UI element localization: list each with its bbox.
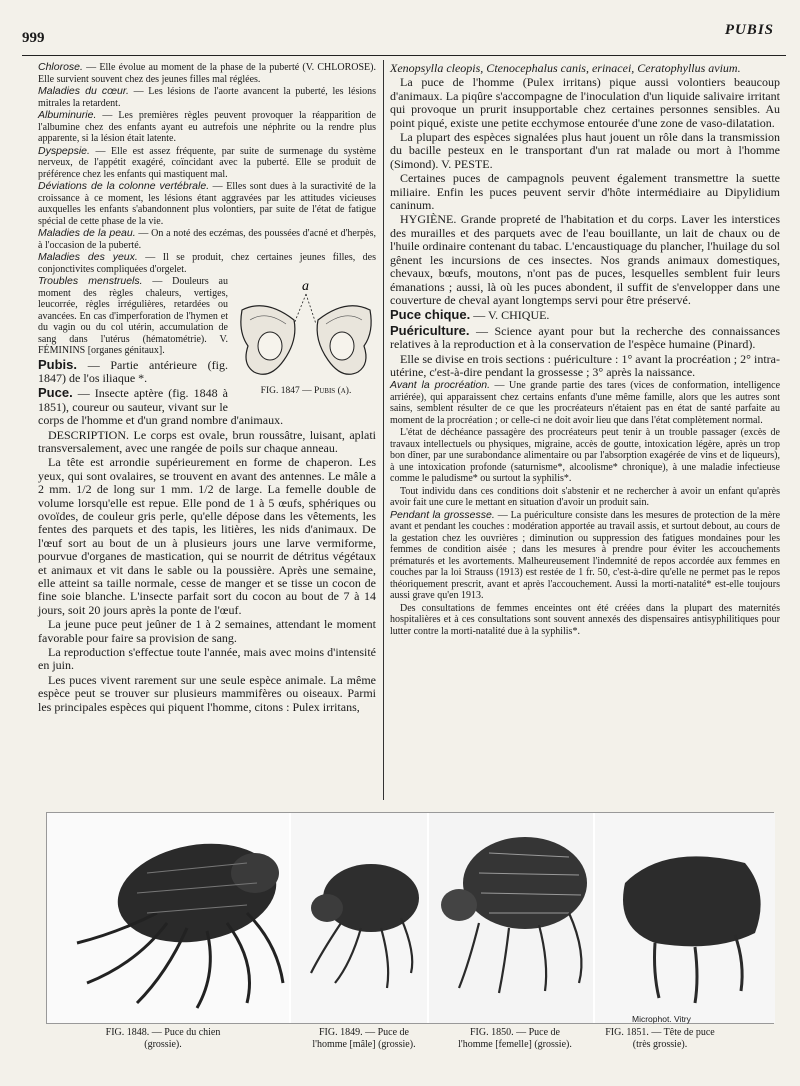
procreation-tout: Tout individu dans ces conditions doit s'abstenir et ne rechercher à avoir un enfant qu'après avoir fait une cure le mettant en situation d'avoir un produit sain. [390, 485, 780, 509]
puce-hygiene: HYGIÈNE. Grande propreté de l'habitation et du corps. Laver les interstices des murailles et des parquets avec de l'eau bouillante, un lait de chaux ou de l'huile ordinaire contenant du tabac. L'encaustiquage du plancher, l'huilage du sol gênent les incursions de ces insectes. Nos grands animaux domestiques, chevaux, bœufs, moutons, n'ont pas de puces, lesquelles semblent fuir leurs émanations ; aussi, là où les puces abondent, il suffit de s'envelopper dans une couverture de cheval ayant longtemps servi pour être préservé. [390, 212, 780, 307]
entry-dyspepsie: Dyspepsie. — Elle est assez fréquente, par suite de surmenage du système nerveux, de l'appétit exagéré, coïncidant avec la puberté. Elle se produit de préférence chez les enfants qui mastiquent mal. [38, 144, 376, 180]
entry-yeux: Maladies des yeux. — Il se produit, chez certaines jeunes filles, des conjonctivites compliquées d'orgelet. [38, 251, 376, 275]
header-rule [22, 55, 786, 56]
flea-head-image [595, 813, 775, 1023]
puce-jeune: La jeune puce peut jeûner de 1 à 2 semaines, attendant le moment favorable pour faire sa provision de sang. [38, 617, 376, 645]
procreation-etat: L'état de déchéance passagère des procréateurs peut tenir à un trouble passager (excès de travaux intellectuels ou physiques, migraine, accès de goutte, intoxication légère, après un trop bon dîner, par une surabondance alimentaire ou par l'absorption exagérée de vins et de liqueurs), à une intoxication profonde (saturnisme*, alcoolisme* chronique), à une maladie infectieuse comme le paludisme* ou surtout la syphilis*. [390, 427, 780, 485]
puce-homme: La puce de l'homme (Pulex irritans) pique aussi volontiers beaucoup d'animaux. La piqûre s'accompagne de l'inoculation d'un liquide salivaire irritant qui provoque un prurit insupportable chez certaines personnes sensibles. Au point piqué, existe une petite ecchymose entourée d'une zone de vaso-dilatation. [390, 75, 780, 130]
caption-fig-1849: FIG. 1849. — Puce de l'homme [mâle] (grossie). [312, 1027, 416, 1050]
running-head: PUBIS [724, 22, 774, 38]
entry-puce-chique: Puce chique. — V. CHIQUE. [390, 307, 550, 323]
entry-peau: Maladies de la peau. — On a noté des eczémas, des poussées d'acné et d'herpès, à l'occasion de la puberté. [38, 227, 377, 251]
entry-puce: Puce. — Insecte aptère (fig. 1848 à 1851), coureur ou sauteur, vivant sur le corps de l'homme et d'un grand nombre d'animaux. [38, 385, 284, 428]
entry-pendant-grossesse: Pendant la grossesse. — La puériculture consiste dans les mesures de protection de la mère avant et pendant les couches : modération apportée au travail assis, et surtout debout, au cours de la gestation chez les ouvrières ; diminution ou suppression des fatigues mondaines pour les femmes de condition aisée ; dans les mesures à prendre pour éviter les accouchements prématurés et les avortements. Malheureusement l'indemnité de repos accordée aux femmes en couches par la loi Strauss (1913) est restée de 1 fr. 50, c'est-à-dire qu'elle ne permet pas le repos théoriquement prescrit, avant et après l'accouchement. Aussi la morti-natalité* est-elle toujours aussi grave qu'en 1913. [390, 508, 781, 602]
photo-fig-1849 [291, 813, 427, 1023]
puce-plupart: La plupart des espèces signalées plus haut jouent un rôle dans la transmission du bacille pesteux en le transportant d'un rat malade ou mort à l'homme (Simond). V. PESTE. [390, 130, 780, 171]
page-number: 999 [22, 30, 45, 46]
page-header [22, 22, 782, 52]
figure-1847-caption: FIG. 1847 — Pubis (a). [260, 386, 352, 396]
column-rule [383, 60, 384, 800]
left-column [38, 62, 376, 715]
figure-letter: a [302, 280, 309, 294]
photo-credit: Microphot. Vitry [632, 1014, 691, 1024]
entry-pubis: Pubis. — Partie antérieure (fig. 1847) de l'os iliaque *. [38, 356, 228, 385]
flea-photographs [46, 812, 774, 1024]
female-flea-image [429, 813, 593, 1023]
caption-fig-1851: FIG. 1851. — Tête de puce (très grossie). [605, 1027, 715, 1050]
puce-especes: Les puces vivent rarement sur une seule espèce animale. La même espèce peut se trouver sur plusieurs mammifères ou oiseaux. Parmi les principales espèces qui piquent l'homme, citons : Pulex irritans, [38, 672, 376, 714]
caption-fig-1848: FIG. 1848. — Puce du chien (grossie). [105, 1027, 221, 1050]
entry-albuminurie: Albuminurie. — Les premières règles peuvent provoquer la réapparition de l'albumine chez des enfants ayant eu autrefois une néphrite ou la rendre plus apparente, si la lésion était latente. [38, 109, 376, 144]
dog-flea-image [47, 813, 289, 1023]
figure-1847 [236, 280, 376, 400]
entry-deviations: Déviations de la colonne vertébrale. — Elles sont dues à la suractivité de la croissance à ce moment, les lésions étant aggravées par les attitudes vicieuses auxquelles les enfants s'abandonnent plus volontiers, par suite de l'état de fatigue spécial de cette phase de la vie. [38, 180, 376, 227]
entry-puericulture: Puériculture. — Science ayant pour but la recherche des connaissances relatives à la reproduction et à la conservation de l'espèce humaine (Pinard). [390, 322, 780, 352]
caption-fig-1850: FIG. 1850. — Puce de l'homme [femelle] (grossie). [458, 1027, 572, 1050]
puce-certaines: Certaines puces de campagnols peuvent également transmettre la suette miliaire. Enfin les puces peuvent servir d'hôte intermédiaire au Dipylidium caninum. [390, 171, 780, 213]
grossesse-consultations: Des consultations de femmes enceintes ont été créées dans la plupart des maternités hospitalières et à ces consultations sont souvent annexés des dispensaires antisyphilitiques pour lutter contre la morti-natalité due à la syphilis*. [390, 602, 780, 637]
entry-chlorose: Chlorose. — Elle évolue au moment de la phase de la puberté (V. CHLOROSE). Elle survient souvent chez des jeunes filles mal réglées. [38, 61, 376, 85]
puce-description: DESCRIPTION. Le corps est ovale, brun roussâtre, luisant, aplati transversalement, avec une rangée de poils sur chaque anneau. [38, 427, 376, 455]
entry-coeur: Maladies du cœur. — Les lésions de l'aorte avancent la puberté, les lésions mitrales la retardent. [38, 85, 377, 109]
puericulture-sections: Elle se divise en trois sections : puériculture : 1° avant la procréation ; 2° intra-utérine, c'est-à-dire pendant la grossesse ; 3° après la naissance. [390, 351, 780, 379]
male-flea-image [291, 813, 427, 1023]
photo-fig-1850 [429, 813, 593, 1023]
entry-avant-procreation: Avant la procréation. — Une grande partie des tares (vices de conformation, intelligence arriérée), qui apparaissent chez certains enfants d'une même famille, alors que les autres sont sains, semblent résulter de ce que les procréateurs n'étaient pas en état de santé parfaite au moment de la procréation ; or celle-ci ne doit avoir lieu que dans l'état complètement normal. [390, 379, 781, 426]
species-list: Xenopsylla cleopis, Ctenocephalus canis, erinacei, Ceratophyllus avium. [390, 61, 741, 75]
photo-fig-1848 [47, 813, 289, 1023]
right-column [390, 62, 780, 638]
pubis-bone-illustration [236, 280, 376, 384]
photo-fig-1851 [595, 813, 775, 1023]
entry-troubles: Troubles menstruels. — Douleurs au moment des règles chaleurs, vertiges, leucorrée, règles irrégulières, retardées ou avancées. En cas d'imperforation de l'hymen et du vagin ou du col utérin, accumulation de sang dans l'utérus (hématométrie). V. FÉMININS [organes génitaux]. [38, 275, 228, 356]
puce-tete: La tête est arrondie supérieurement en forme de chaperon. Les yeux, qui sont ovalaires, se trouvent en avant des antennes. Le mâle a 2 mm. 1/2 de long sur 1 mm. 1/2 de large. La femelle double de volume lorsqu'elle est repue. Elle pond de 1 à 5 œufs, sphériques ou ovoïdes, de couleur gris perle, qu'elle dépose dans les vêtements, les fentes des parquets et des tapis, les litières, les nids d'animaux. De l'œuf sort au bout de un à plusieurs jours une larve vermiforme, pourvue d'organes de mastication, qui se nourrit de détritus végétaux et animaux et vit dans le sable ou la poussière. Après une semaine, elle atteint sa taille normale, cesse de manger et se tisse un cocon de fine soie blanche. L'insecte parfait sort du cocon au bout de 7 à 14 jours, soit 20 jours après la ponte de l'œuf. [38, 455, 376, 617]
puce-reproduction: La reproduction s'effectue toute l'année, mais avec moins d'intensité en juin. [38, 645, 376, 673]
